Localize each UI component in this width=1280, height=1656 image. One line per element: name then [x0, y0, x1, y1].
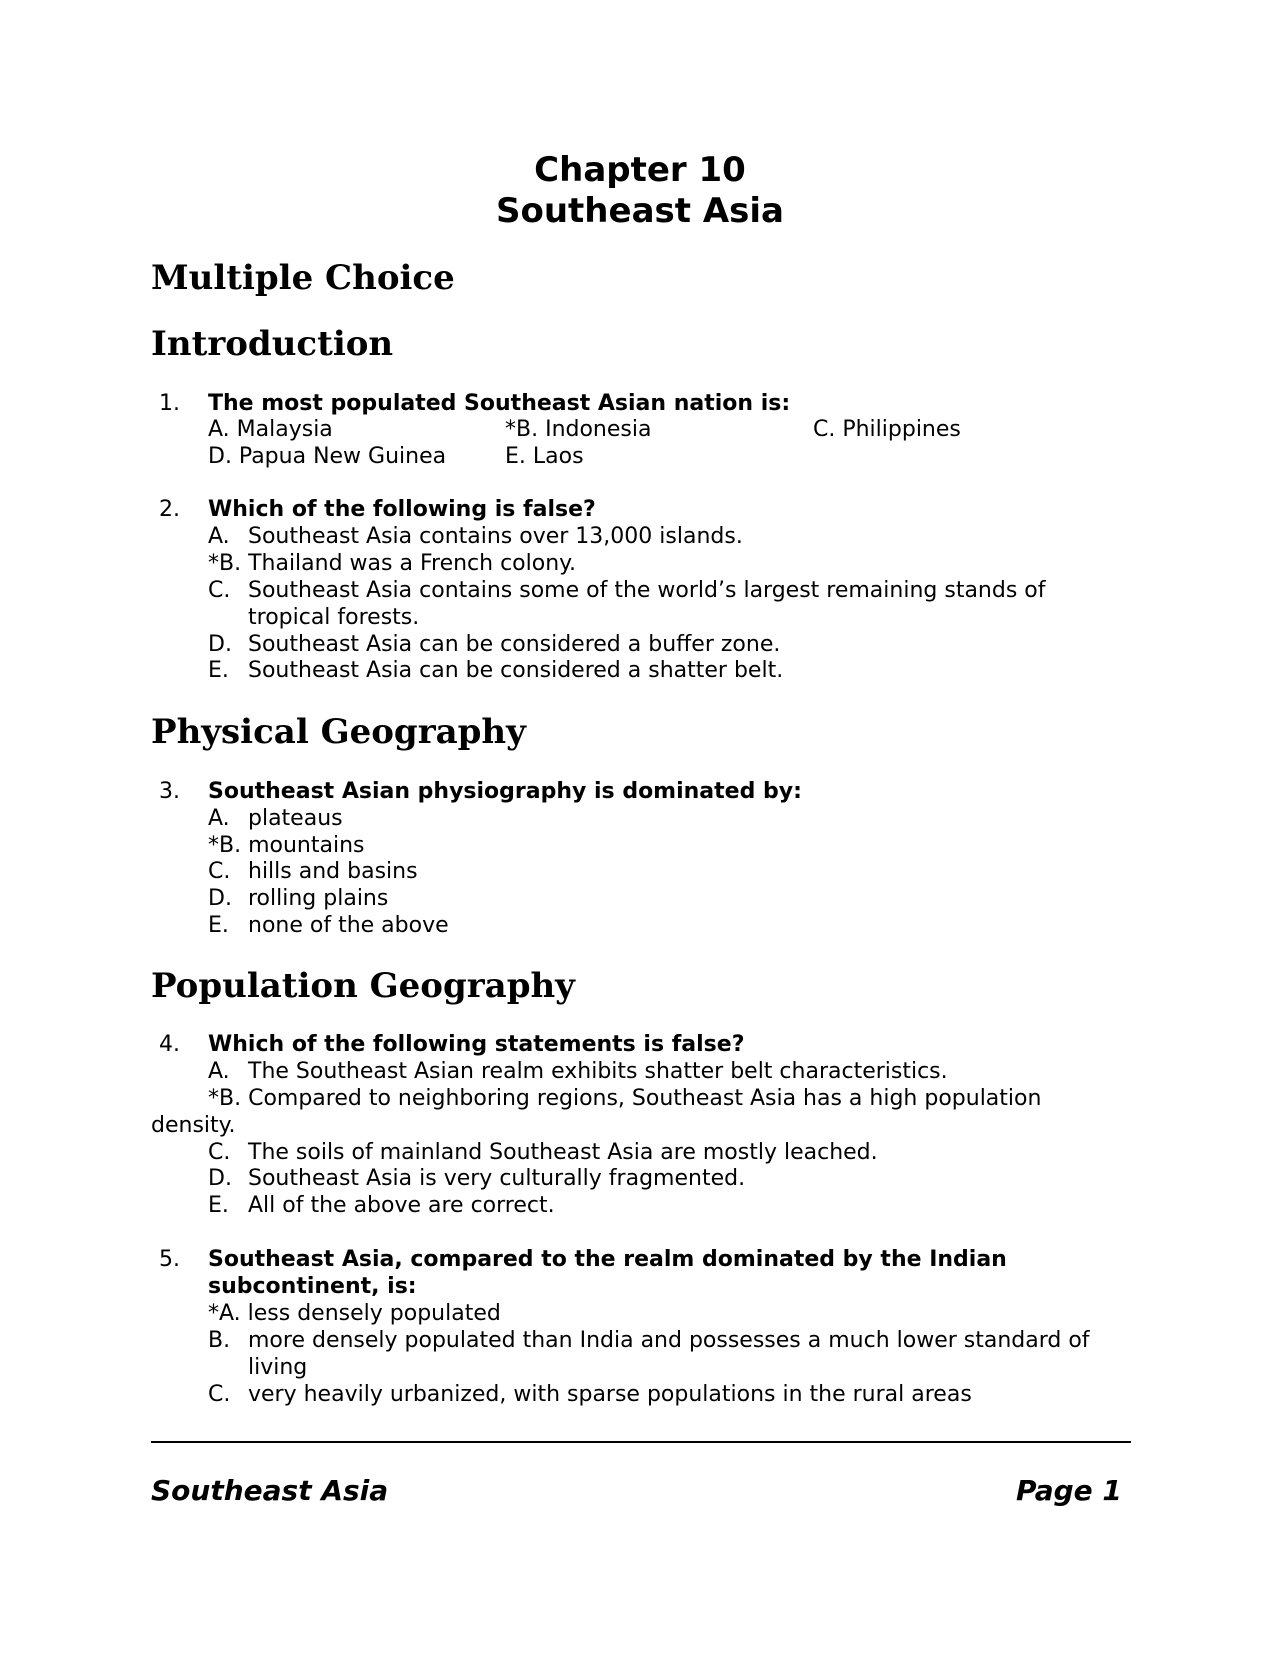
q2-stem: Which of the following is false?: [208, 497, 596, 522]
q1-option-c: C. Philippines: [813, 417, 961, 442]
q3-option-c-letter: C.: [208, 859, 231, 884]
q4-option-e: All of the above are correct.: [248, 1193, 555, 1218]
q4-option-c-letter: C.: [208, 1140, 231, 1165]
section-introduction: Introduction: [151, 324, 394, 364]
section-population-geography: Population Geography: [151, 966, 575, 1006]
footer-divider: [151, 1441, 1131, 1443]
q3-option-c: hills and basins: [248, 859, 418, 884]
q2-number: 2.: [159, 497, 180, 522]
q4-option-b-line1: *B. Compared to neighboring regions, Southeast Asia has a high population: [208, 1086, 1042, 1111]
q2-option-d: Southeast Asia can be considered a buffer zone.: [248, 632, 781, 657]
q5-number: 5.: [159, 1247, 180, 1272]
q4-option-d-letter: D.: [208, 1166, 232, 1191]
q4-number: 4.: [159, 1032, 180, 1057]
q4-option-d: Southeast Asia is very culturally fragmented.: [248, 1166, 746, 1191]
q5-option-c-letter: C.: [208, 1382, 231, 1407]
footer-page-number: Page 1: [1016, 1474, 1122, 1507]
q2-option-e: Southeast Asia can be considered a shatter belt.: [248, 658, 784, 683]
q2-option-c-line2: tropical forests.: [248, 605, 420, 630]
q5-stem-line1: Southeast Asia, compared to the realm dominated by the Indian: [208, 1247, 1007, 1272]
q3-stem: Southeast Asian physiography is dominated by:: [208, 779, 802, 804]
q5-stem-line2: subcontinent, is:: [208, 1274, 417, 1299]
q3-option-e: none of the above: [248, 913, 449, 938]
q4-stem: Which of the following statements is false?: [208, 1032, 745, 1057]
q4-option-e-letter: E.: [208, 1193, 229, 1218]
q1-option-a: A. Malaysia: [208, 417, 333, 442]
q1-option-b: *B. Indonesia: [505, 417, 652, 442]
q3-option-e-letter: E.: [208, 913, 229, 938]
q5-option-a: *A. less densely populated: [208, 1301, 501, 1326]
q5-option-b-line2: living: [248, 1355, 308, 1380]
q2-option-e-letter: E.: [208, 658, 229, 683]
q2-option-a: Southeast Asia contains over 13,000 islands.: [248, 524, 743, 549]
q3-option-b: *B. mountains: [208, 833, 365, 858]
q3-option-a-letter: A.: [208, 806, 230, 831]
q2-option-c-line1: Southeast Asia contains some of the world’s largest remaining stands of: [248, 578, 1046, 603]
q1-option-d: D. Papua New Guinea: [208, 444, 447, 469]
q2-option-b: *B. Thailand was a French colony.: [208, 551, 577, 576]
q4-option-b-line2: density.: [151, 1113, 236, 1138]
q5-option-c: very heavily urbanized, with sparse populations in the rural areas: [248, 1382, 972, 1407]
q4-option-a: The Southeast Asian realm exhibits shatter belt characteristics.: [248, 1059, 948, 1084]
q2-option-c-letter: C.: [208, 578, 231, 603]
footer-title: Southeast Asia: [151, 1474, 389, 1507]
q3-option-d-letter: D.: [208, 886, 232, 911]
q1-option-e: E. Laos: [505, 444, 584, 469]
q4-option-a-letter: A.: [208, 1059, 230, 1084]
q1-stem: The most populated Southeast Asian nation is:: [208, 391, 791, 416]
q2-option-d-letter: D.: [208, 632, 232, 657]
q3-option-a: plateaus: [248, 806, 343, 831]
q5-option-b-letter: B.: [208, 1328, 231, 1353]
q4-option-c: The soils of mainland Southeast Asia are mostly leached.: [248, 1140, 878, 1165]
q3-option-d: rolling plains: [248, 886, 389, 911]
section-physical-geography: Physical Geography: [151, 712, 526, 752]
section-multiple-choice: Multiple Choice: [151, 258, 455, 298]
q1-number: 1.: [159, 391, 180, 416]
q3-number: 3.: [159, 779, 180, 804]
chapter-title: Southeast Asia: [496, 191, 784, 231]
q5-option-b-line1: more densely populated than India and possesses a much lower standard of: [248, 1328, 1090, 1353]
chapter-number: Chapter 10: [534, 150, 746, 190]
q2-option-a-letter: A.: [208, 524, 230, 549]
